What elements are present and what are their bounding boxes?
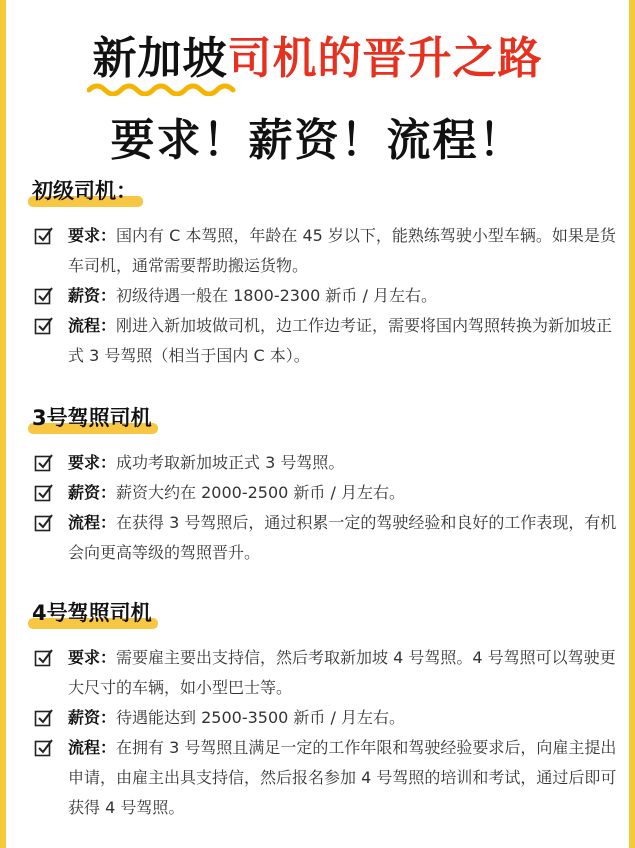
- checkbox-icon: [34, 453, 54, 473]
- checkbox-icon: [34, 513, 54, 533]
- checkbox-icon: [34, 648, 54, 668]
- checkbox-icon: [34, 316, 54, 336]
- list-item: 要求：国内有 C 本驾照，年龄在 45 岁以下，能熟练驾驶小型车辆。如果是货车司机，通常需要帮助搬运货物。: [28, 221, 628, 281]
- list-item: 流程：在获得 3 号驾照后，通过积累一定的驾驶经验和良好的工作表现，有机会向更高等级的驾照晋升。: [28, 508, 628, 568]
- list-item: 要求：需要雇主要出支持信，然后考取新加坡 4 号驾照。4 号驾照可以驾驶更大尺寸的车辆，如小型巴士等。: [28, 643, 628, 703]
- section-heading: 4号驾照司机: [28, 597, 158, 627]
- list-item: 薪资：初级待遇一般在 1800-2300 新币 / 月左右。: [28, 281, 628, 311]
- section-heading: 3号驾照司机: [28, 402, 158, 432]
- checkbox-icon: [34, 483, 54, 503]
- section-heading: 初级司机：: [28, 175, 143, 205]
- section-junior-driver: [28, 175, 628, 371]
- list-item: 流程：在拥有 3 号驾照且满足一定的工作年限和驾驶经验要求后，向雇主提出申请，由雇主出具支持信，然后报名参加 4 号驾照的培训和考试，通过后即可获得 4 号驾照。: [28, 733, 628, 823]
- section-class3-driver: [28, 402, 628, 568]
- checkbox-icon: [34, 286, 54, 306]
- page-subtitle: 要求！薪资！流程！: [110, 115, 525, 166]
- title-red-part: 司机的晋升之路: [227, 33, 543, 84]
- list-item: 薪资：待遇能达到 2500-3500 新币 / 月左右。: [28, 703, 628, 733]
- squiggle-underline-icon: [87, 80, 237, 96]
- title-black-part: 新加坡: [93, 33, 228, 84]
- list-item: 流程：刚进入新加坡做司机，边工作边考证，需要将国内驾照转换为新加坡正式 3 号驾照（相当于国内 C 本）。: [28, 311, 628, 371]
- page-title: [6, 22, 629, 86]
- checkbox-icon: [34, 738, 54, 758]
- checkbox-icon: [34, 226, 54, 246]
- checkbox-icon: [34, 708, 54, 728]
- list-item: 要求：成功考取新加坡正式 3 号驾照。: [28, 448, 628, 478]
- list-item: 薪资：薪资大约在 2000-2500 新币 / 月左右。: [28, 478, 628, 508]
- poster-card: [6, 0, 629, 848]
- section-class4-driver: [28, 597, 628, 823]
